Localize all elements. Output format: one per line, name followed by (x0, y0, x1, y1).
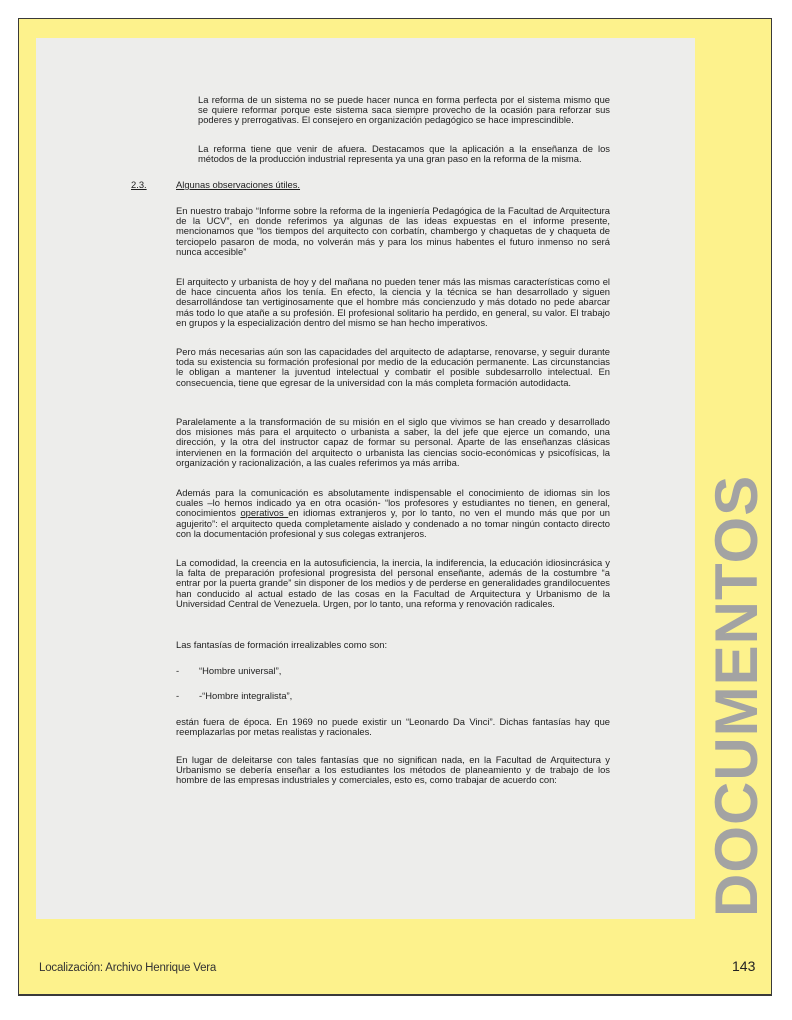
body-paragraph-4: Paralelamente a la transformación de su misión en el siglo que vivimos se han creado y desarrollado dos misiones más para el arquitecto o urbanista a saber, la del jefe que ejerce un comando, una dirección, y la otra del instructor capaz de formar su personal. Aparte de las enseñanzas clásicas intervienen en la formación del arquitecto o urbanista las ciencias socio-económicas y psicofísicas, la organización y racionalización, a las cuales referimos ya más arriba. (176, 416, 610, 468)
document-page (36, 38, 695, 919)
languages-text-end: en idiomas extranjeros y, por lo tanto, no ven el mundo más que por un agujerito”: el arquitecto queda completamente aislado y condenado a no tomar ningún contacto directo con la documentación profesional y sus colegas extranjeros. (176, 507, 611, 539)
body-paragraph-comfort: La comodidad, la creencia en la autosuficiencia, la inercia, la indiferencia, la educación idiosincrásica y la falta de preparación profesional progresista del personal enseñante, además de la costumbre “a entrar por la puerta grande” sin disponer de los medios y de perderse en generalidades grandilocuentes han conducido al actual estado de las cosas en la Facultad de Arquitectura y Urbanismo de la Universidad Central de Venezuela. Urgen, por lo tanto, una reforma y renovación radicales. (176, 557, 610, 609)
section-title: Algunas observaciones útiles. (176, 179, 301, 190)
quote-paragraph-2: La reforma tiene que venir de afuera. Destacamos que la aplicación a la enseñanza de los métodos de la producción industrial representa ya una gran paso en la reforma de la misma. (198, 143, 610, 165)
body-paragraph-3: Pero más necesarias aún son las capacidades del arquitecto de adaptarse, renovarse, y seguir durante toda su existencia su formación profesional por medio de la educación permanente. Las circunstancias le obligan a mantener la juventud intelectual y combatir el posible subdesarrollo intelectual. En consecuencia, tiene que egresar de la universidad con la más completa formación autodidacta. (176, 346, 610, 388)
footer-location: Localización: Archivo Henrique Vera (39, 962, 217, 974)
quote-paragraph-1: La reforma de un sistema no se puede hacer nunca en forma perfecta por el sistema mismo que se quiere reformar porque este sistema saca siempre provecho de la ocasión para reforzar sus poderes y prerrogativas. El consejero en organización pedagógico se hace imprescindible. (198, 94, 610, 126)
list-dash: - (176, 665, 180, 676)
body-paragraph-final: En lugar de deleitarse con tales fantasías que no significan nada, en la Facultad de Arquitectura y Urbanismo se debería enseñar a los estudiantes los métodos de planeamiento y de trabajo de los hombre de las empresas industriales y comerciales, esto es, como trabajar de acuerdo con: (176, 754, 610, 786)
body-paragraph-languages (176, 488, 610, 539)
list-intro: Las fantasías de formación irrealizables como son: (176, 639, 388, 650)
list-dash: - (176, 690, 180, 701)
list-item-label: “Hombre universal”, (199, 665, 282, 676)
underlined-word: operativos (240, 507, 289, 519)
body-paragraph-1: En nuestro trabajo “Informe sobre la reforma de la ingeniería Pedagógica de la Facultad de Arquitectura de la UCV”, en donde referimos ya algunas de las ideas expuestas en el informe presente, mencionamos que “los tiempos del arquitecto con corbatín, chambergo y chaquetas de y chaqueta de terciopelo pasaron de moda, no volverán más y para los minus habentes el futuro inmenso no será nunca accesible” (176, 205, 610, 257)
side-label-text: DOCUMENTOS (703, 474, 770, 917)
list-item-label: -“Hombre integralista”, (199, 690, 293, 701)
languages-text-start: Además para la comunicación es absolutamente indispensable el conocimiento de idiomas sin los cuales –lo hemos indicado ya en otra ocasión- “los profesores y estudiantes no tienen, en general, conocimientos (176, 487, 610, 519)
page-number: 143 (732, 958, 756, 974)
section-number: 2.3. (131, 179, 147, 190)
body-paragraph-2: El arquitecto y urbanista de hoy y del mañana no pueden tener más las mismas características como el de hace cincuenta años los tenía. En efecto, la ciencia y la técnica se han desarrollado y siguen desarrollándose tan vertiginosamente que el hombre más concienzudo y más dotado no pede abarcar más todo lo que atañe a su profesión. El profesional solitario ha perdido, en general, su valor. El trabajo en grupos y la especialización dentro del mismo se han hecho imperativos. (176, 276, 610, 328)
body-paragraph-after-list: están fuera de época. En 1969 no puede existir un “Leonardo Da Vinci”. Dichas fantasías hay que reemplazarlas por metas realistas y racionales. (176, 716, 610, 738)
